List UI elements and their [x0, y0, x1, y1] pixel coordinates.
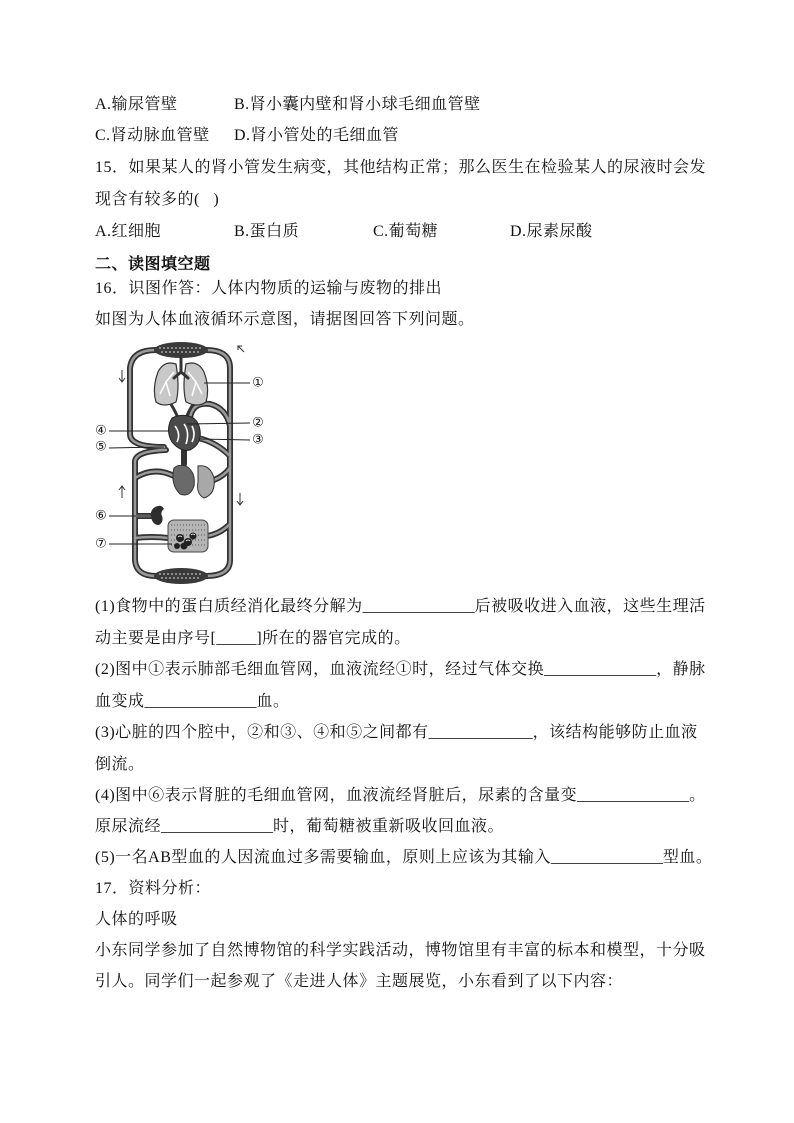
q17-paragraph-line2: 引人。同学们一起参观了《走进人体》主题展览，小东看到了以下内容： — [95, 973, 624, 990]
vessel-heart-right — [198, 438, 230, 456]
q16-part3-line2: 倒流。 — [95, 756, 145, 773]
heart — [169, 415, 201, 450]
figure-label-7: ⑦ — [95, 536, 107, 552]
intestine-villi-4 — [190, 533, 197, 540]
lower-body-capillary-network — [154, 568, 208, 584]
stomach — [198, 466, 215, 498]
answer-blank: ______________ — [362, 598, 475, 615]
figure-label-3: ③ — [252, 432, 264, 448]
q16-part2-text-a: (2)图中①表示肺部毛细血管网，血液流经①时，经过气体交换 — [95, 661, 545, 678]
q16-part3-text-b: ，该结构能够防止血液 — [532, 724, 698, 741]
circulation-figure — [92, 338, 274, 590]
q15-stem-line2: 现含有较多的( ) — [95, 191, 220, 208]
lungs — [154, 356, 207, 405]
q16-part5-text-b: 型血。 — [662, 849, 713, 866]
q16-part3-text-a: (3)心脏的四个腔中，②和③、④和⑤之间都有 — [95, 724, 429, 741]
heart-body — [169, 415, 201, 450]
answer-blank: ______________ — [161, 818, 274, 835]
small-intestine — [168, 520, 208, 552]
arrow-up-left-bottom — [119, 486, 125, 498]
intestine-villi-3 — [181, 543, 188, 550]
q16-part5-text-a: (5)一名AB型血的人因流血过多需要输血，原则上应该为其输入 — [95, 849, 551, 866]
q15-option-b: B.蛋白质 — [234, 223, 300, 240]
q16-part1-line2 — [95, 629, 411, 649]
intestine-villi-1 — [176, 534, 184, 542]
arrow-down-right-bottom — [237, 493, 243, 505]
figure-label-1: ① — [252, 375, 264, 391]
q16-part4-line2 — [95, 817, 504, 837]
q16-part4-text-a: (4)图中⑥表示肾脏的毛细血管网，血液流经肾脏后，尿素的含量变 — [95, 787, 578, 804]
q16-intro: 如图为人体血液循环示意图，请据图回答下列问题。 — [95, 311, 475, 328]
figure-label-4: ④ — [95, 423, 107, 439]
arrow-down-left-top — [119, 370, 125, 382]
digestive-organs — [173, 465, 214, 498]
q15-option-c: C.葡萄糖 — [373, 223, 439, 240]
q16-part1-line1 — [95, 597, 706, 617]
q17-paragraph-line1: 小东同学参加了自然博物馆的科学实践活动，博物馆里有丰富的标本和模型，十分吸 — [95, 942, 706, 959]
answer-blank: _____ — [216, 630, 257, 647]
intestine-villi-5 — [174, 543, 180, 549]
q16-part2-line1 — [95, 660, 706, 680]
arrow-up-left-top-right — [238, 346, 244, 352]
q16-part1-text-b: 后被吸收进入血液，这些生理活 — [474, 598, 706, 615]
answer-blank: _____________ — [428, 724, 533, 741]
q16-part4-text-b: 。 — [689, 787, 706, 804]
q15-stem-line1: 15．如果某人的肾小管发生病变，其他结构正常；那么医生在检验某人的尿液时会发 — [95, 159, 707, 176]
answer-blank: ______________ — [144, 693, 257, 710]
answer-blank: ______________ — [577, 787, 690, 804]
figure-label-5: ⑤ — [95, 439, 107, 455]
q15-option-a: A.红细胞 — [95, 223, 162, 240]
figure-label-2: ② — [252, 415, 264, 431]
liver — [173, 465, 194, 495]
q17-stem: 17．资料分析： — [95, 880, 212, 897]
q14-option-c: C.肾动脉血管壁 — [95, 127, 210, 144]
blood-circulation-diagram — [92, 338, 274, 590]
q16-part4-text-c: 原尿流经 — [95, 818, 162, 835]
q17-subtitle: 人体的呼吸 — [95, 911, 178, 928]
q16-part2-text-d: 血。 — [256, 693, 290, 710]
q16-part1-text-c: 动主要是由序号[ — [95, 630, 217, 647]
figure-label-6: ⑥ — [95, 508, 107, 524]
lower-capillary-body — [154, 568, 208, 584]
kidney — [151, 506, 164, 525]
q16-part1-text-a: (1)食物中的蛋白质经消化最终分解为 — [95, 598, 363, 615]
q16-part3-line1 — [95, 723, 698, 743]
section-title: 二、读图填空题 — [95, 256, 211, 273]
q16-part2-line2 — [95, 692, 290, 712]
vessel-right — [206, 350, 230, 576]
vessel-intestine-left-inner — [135, 537, 168, 538]
q14-option-b: B.肾小囊内壁和肾小球毛细血管壁 — [234, 96, 481, 113]
q15-option-d: D.尿素尿酸 — [510, 223, 593, 240]
q16-stem: 16．识图作答：人体内物质的运输与废物的排出 — [95, 280, 443, 297]
answer-blank: ______________ — [550, 849, 663, 866]
q16-part2-text-c: 血变成 — [95, 693, 145, 710]
q16-part2-text-b: ，静脉 — [656, 661, 706, 678]
vessel-right-inner — [206, 350, 230, 576]
q16-part5-line1 — [95, 848, 712, 868]
q16-part4-line1 — [95, 786, 706, 806]
answer-blank: ______________ — [544, 661, 657, 678]
q14-option-a: A.输尿管壁 — [95, 96, 178, 113]
q16-part4-text-d: 时，葡萄糖被重新吸收回血液。 — [273, 818, 505, 835]
q14-option-d: D.肾小管处的毛细血管 — [234, 127, 400, 144]
q16-part1-text-d: ]所在的器官完成的。 — [256, 630, 411, 647]
